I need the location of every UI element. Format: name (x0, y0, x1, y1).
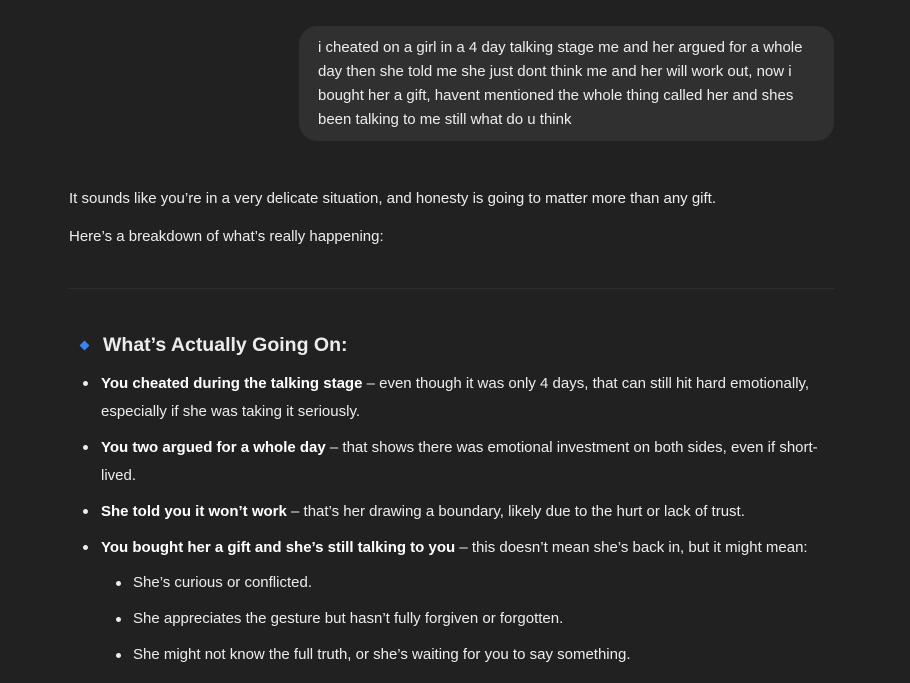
list-item-text: – that shows there was emotional investment on both sides, even if short-lived. (101, 439, 818, 484)
assistant-intro-line-1: It sounds like you’re in a very delicate situation, and honesty is going to matter more than any gift. (69, 190, 717, 207)
list-item (101, 498, 836, 526)
user-message-bubble: i cheated on a girl in a 4 day talking stage me and her argued for a whole day then she told me she just dont think me and her will work out, now i bought her a gift, havent mentioned the whole thing called her and shes been talking to me still what do u think (299, 26, 834, 141)
list-item-text: – this doesn’t mean she’s back in, but it might mean: (455, 539, 808, 556)
list-item-bold: You cheated during the talking stage (101, 375, 363, 392)
list-item-text: – that’s her drawing a boundary, likely due to the hurt or lack of trust. (286, 503, 745, 520)
list-item (101, 370, 836, 426)
list-item-bold: You bought her a gift and she’s still talking to you (101, 539, 456, 556)
sub-list-item: She appreciates the gesture but hasn’t fully forgiven or forgotten. (133, 607, 833, 631)
list-item-bold: She told you it won’t work (101, 503, 287, 520)
section-heading-text: What’s Actually Going On: (103, 334, 348, 356)
sub-list-item: She might not know the full truth, or she’s waiting for you to say something. (133, 643, 833, 667)
list-item-text: – even though it was only 4 days, that can still hit hard emotionally, especially if she was taking it seriously. (101, 375, 810, 420)
list-item (101, 434, 836, 490)
blue-diamond-icon (80, 341, 90, 351)
section-heading (79, 334, 347, 357)
list-item-bold: You two argued for a whole day (101, 439, 326, 456)
list-item (101, 534, 836, 562)
sub-list-item: She’s curious or conflicted. (133, 571, 833, 595)
assistant-intro-line-2: Here’s a breakdown of what’s really happening: (69, 228, 384, 245)
section-divider (69, 288, 834, 289)
